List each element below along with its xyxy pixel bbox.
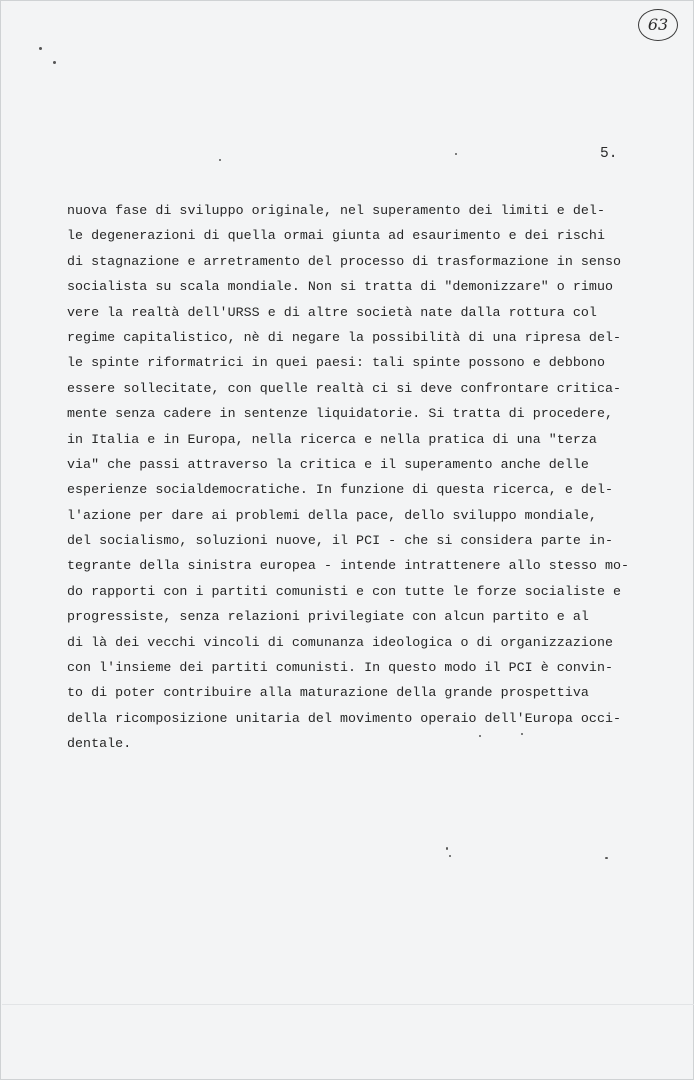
- text-line: regime capitalistico, nè di negare la possibilità di una ripresa del-: [67, 329, 622, 345]
- text-line: via" che passi attraverso la critica e il superamento anche delle: [67, 456, 589, 472]
- text-line: progressiste, senza relazioni privilegiate con alcun partito e al: [67, 609, 589, 625]
- paper-fold-line: [2, 1004, 694, 1005]
- text-line: in Italia e in Europa, nella ricerca e nella pratica di una "terza: [67, 431, 597, 447]
- text-line: di là dei vecchi vincoli di comunanza ideologica o di organizzazione: [67, 634, 614, 650]
- text-line: socialista su scala mondiale. Non si tratta di "demonizzare" o rimuo: [67, 279, 614, 295]
- text-line: esperienze socialdemocratiche. In funzione di questa ricerca, e del-: [67, 482, 614, 498]
- text-line: dentale.: [67, 736, 132, 752]
- page-number: 5.: [600, 146, 618, 162]
- text-line: l'azione per dare ai problemi della pace, dello sviluppo mondiale,: [67, 507, 597, 523]
- text-line: vere la realtà dell'URSS e di altre società nate dalla rottura col: [67, 304, 597, 320]
- paper-speck: [39, 47, 42, 50]
- text-line: di stagnazione e arretramento del processo di trasformazione in senso: [67, 253, 622, 269]
- text-line: mente senza cadere in sentenze liquidatorie. Si tratta di procedere,: [67, 406, 614, 422]
- text-line: essere sollecitate, con quelle realtà ci si deve confrontare critica-: [67, 380, 622, 396]
- paper-speck: [53, 61, 56, 64]
- text-line: to di poter contribuire alla maturazione della grande prospettiva: [67, 685, 589, 701]
- text-line: le spinte riformatrici in quei paesi: tali spinte possono e debbono: [67, 355, 605, 371]
- paper-speck: [449, 855, 451, 857]
- paper-speck: [605, 857, 608, 859]
- text-line: con l'insieme dei partiti comunisti. In questo modo il PCI è convin-: [67, 660, 614, 676]
- text-line: do rapporti con i partiti comunisti e con tutte le forze socialiste e: [67, 583, 622, 599]
- text-line: tegrante della sinistra europea - intende intrattenere allo stesso mo-: [67, 558, 630, 574]
- paper-speck: [446, 847, 448, 850]
- text-line: le degenerazioni di quella ormai giunta ad esaurimento e dei rischi: [67, 228, 605, 244]
- text-line: del socialismo, soluzioni nuove, il PCI - che si considera parte in-: [67, 533, 614, 549]
- paper-speck: [455, 153, 457, 155]
- archive-number-stamp: 63: [638, 9, 678, 41]
- body-paragraph: [67, 198, 647, 757]
- text-line: della ricomposizione unitaria del movimento operaio dell'Europa occi-: [67, 710, 622, 726]
- paper-speck: [219, 159, 221, 161]
- text-line: nuova fase di sviluppo originale, nel superamento dei limiti e del-: [67, 203, 605, 218]
